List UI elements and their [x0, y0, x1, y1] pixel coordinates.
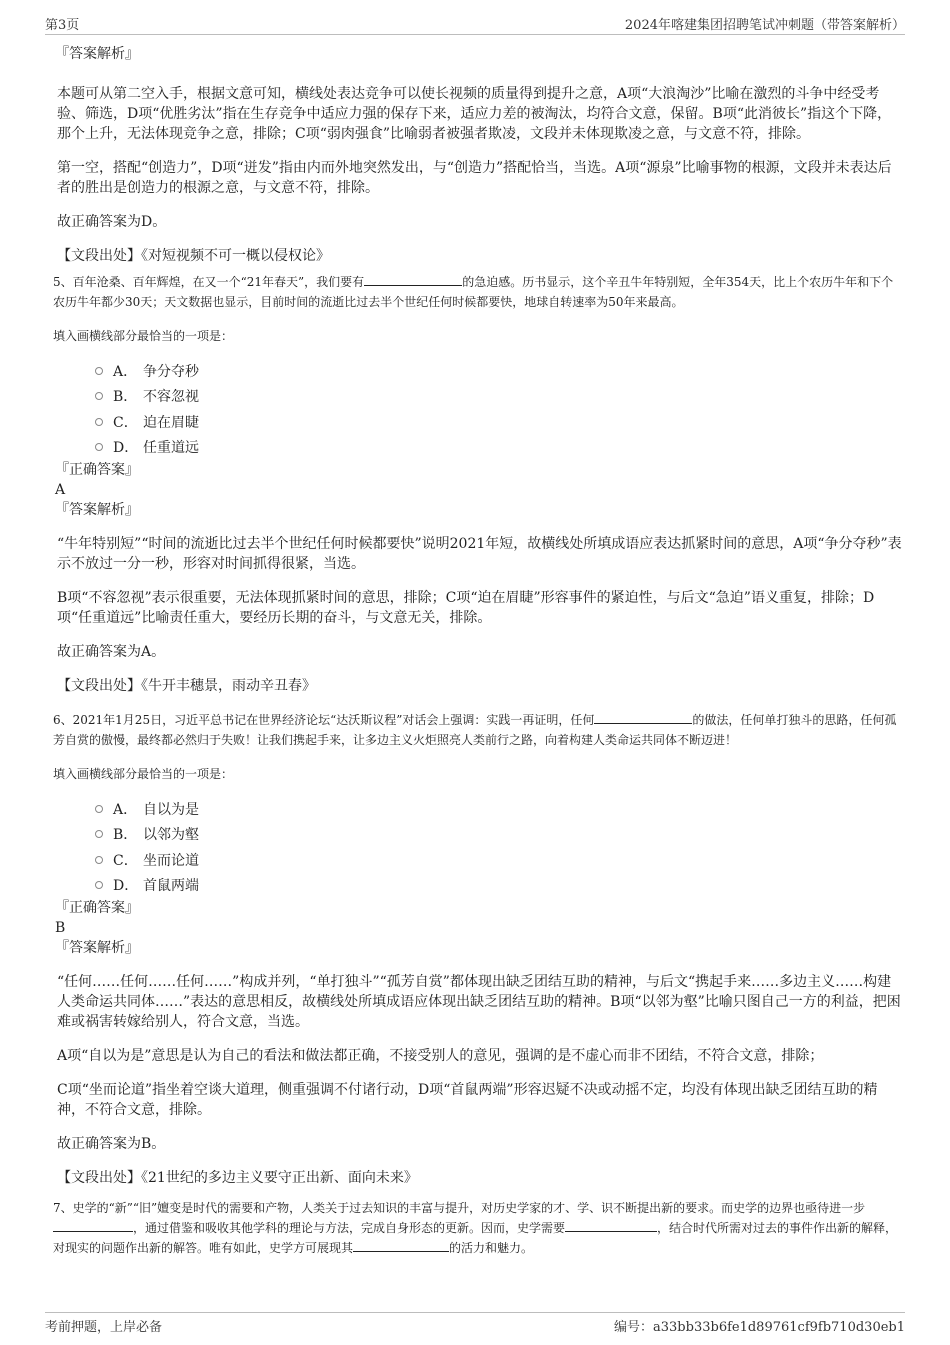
- fill-blank: [53, 1218, 133, 1232]
- analysis-label: 『答案解析』: [55, 502, 139, 518]
- radio-icon[interactable]: [95, 392, 103, 400]
- page-number: 第3页: [45, 18, 80, 33]
- analysis-paragraph: “任何……任何……任何……”构成并列，“单打独斗”“孤芳自赏”都体现出缺乏团结互助的精神，与后文“携起手来……多边主义……构建人类命运共同体……”表达的意思相反，故横线处所填成语应体现出缺乏团结互助的精神。B项“以邻为壑”比喻只图自己一方的利益，把困难或祸害转嫁给别人，符合文意，当选。: [57, 974, 901, 1030]
- answer-conclusion: 故正确答案为A。: [57, 644, 166, 660]
- analysis-label: 『答案解析』: [55, 46, 139, 62]
- option-d[interactable]: D． 首鼠两端: [95, 873, 905, 899]
- source-citation: 【文段出处】《对短视频不可一概以侵权论》: [57, 248, 330, 264]
- question-prompt: 填入画横线部分最恰当的一项是：: [53, 329, 234, 343]
- radio-icon[interactable]: [95, 367, 103, 375]
- option-a[interactable]: A． 争分夺秒: [95, 358, 905, 384]
- document-body: [45, 44, 905, 1258]
- analysis-paragraph: 第一空，搭配“创造力”，D项“迸发”指由内而外地突然发出，与“创造力”搭配恰当，当选。A项“源泉”比喻事物的根源，文段并未表达后者的胜出是创造力的根源之意，与文意不符，排除。: [57, 160, 892, 196]
- document-title: 2024年喀建集团招聘笔试冲刺题（带答案解析）: [624, 18, 905, 33]
- fill-blank: [364, 272, 462, 286]
- analysis-label: 『答案解析』: [55, 940, 139, 956]
- correct-answer: A: [55, 482, 66, 498]
- question-6-options: [95, 796, 905, 898]
- question-5-text: 5、百年沧桑、百年辉煌，在又一个“21年春天”，我们要有 的急迫感。历书显示，这个辛丑牛年特别短，全年354天，比上个农历牛年和下个农历牛年都少30天；天文数据也显示，目前时间的流逝比过去半个世纪任何时候都要快，地球自转速率为50年来最高。: [53, 272, 905, 312]
- fill-blank: [594, 710, 692, 724]
- question-prompt: 填入画横线部分最恰当的一项是：: [53, 767, 234, 781]
- analysis-paragraph: “牛年特别短”“时间的流逝比过去半个世纪任何时候都要快”说明2021年短，故横线处所填成语应表达抓紧时间的意思，A项“争分夺秒”表示不放过一分一秒，形容对时间抓得很紧，当选。: [57, 536, 902, 572]
- radio-icon[interactable]: [95, 830, 103, 838]
- analysis-paragraph: C项“坐而论道”指坐着空谈大道理，侧重强调不付诸行动，D项“首鼠两端”形容迟疑不决或动摇不定，均没有体现出缺乏团结互助的精神，不符合文意，排除。: [57, 1082, 878, 1118]
- option-b[interactable]: B． 以邻为壑: [95, 822, 905, 848]
- source-citation: 【文段出处】《牛开丰穗景，雨动辛丑春》: [57, 678, 316, 694]
- correct-answer-label: 『正确答案』: [55, 462, 139, 478]
- radio-icon[interactable]: [95, 805, 103, 813]
- radio-icon[interactable]: [95, 418, 103, 426]
- option-a[interactable]: A． 自以为是: [95, 796, 905, 822]
- page-header: [45, 10, 905, 35]
- option-c[interactable]: C． 迫在眉睫: [95, 409, 905, 435]
- question-7-text: 7、史学的“新”“旧”嬗变是时代的需要和产物，人类关于过去知识的丰富与提升，对历史学家的才、学、识不断提出新的要求。而史学的边界也亟待进一步，通过借鉴和吸收其他学科的理论与方法，完成自身形态的更新。因而，史学需要 ，结合时代所需对过去的事件作出新的解释，对现实的问题作出新的解答。唯有如此，史学方可展现其 的活力和魅力。: [53, 1201, 898, 1255]
- correct-answer: B: [55, 920, 66, 936]
- source-citation: 【文段出处】《21世纪的多边主义要守正出新、面向未来》: [57, 1170, 418, 1186]
- footer-slogan: 考前押题，上岸必备: [45, 1320, 163, 1335]
- radio-icon[interactable]: [95, 856, 103, 864]
- answer-conclusion: 故正确答案为B。: [57, 1136, 166, 1152]
- analysis-paragraph: B项“不容忽视”表示很重要，无法体现抓紧时间的意思，排除；C项“迫在眉睫”形容事件的紧迫性，与后文“急迫”语义重复，排除；D项“任重道远”比喻责任重大，要经历长期的奋斗，与文意无关，排除。: [57, 590, 875, 626]
- fill-blank: [565, 1218, 657, 1232]
- option-c[interactable]: C． 坐而论道: [95, 847, 905, 873]
- option-b[interactable]: B． 不容忽视: [95, 384, 905, 410]
- analysis-paragraph: 本题可从第二空入手，根据文意可知，横线处表达竞争可以使长视频的质量得到提升之意，A项“大浪淘沙”比喻在激烈的斗争中经受考验、筛选，D项“优胜劣汰”指在生存竞争中适应力强的保存下来，适应力差的被淘汰，均符合文意，保留。B项“此消彼长”指这个下降，那个上升，无法体现竞争之意，排除；C项“弱肉强食”比喻弱者被强者欺凌，文段并未体现欺凌之意，与文意不符，排除。: [57, 86, 892, 142]
- analysis-paragraph: A项“自以为是”意思是认为自己的看法和做法都正确，不接受别人的意见，强调的是不虚心而非不团结，不符合文意，排除；: [57, 1048, 824, 1064]
- question-5-options: [95, 358, 905, 460]
- correct-answer-label: 『正确答案』: [55, 900, 139, 916]
- fill-blank: [353, 1238, 449, 1252]
- document-id: 编号：a33bb33b6fe1d89761cf9fb710d30eb1: [614, 1320, 905, 1335]
- question-6-text: 6、2021年1月25日，习近平总书记在世界经济论坛“达沃斯议程”对话会上强调：实践一再证明，任何 的做法，任何单打独斗的思路，任何孤芳自赏的傲慢，最终都必然归于失败！让我们携起手来，让多边主义火炬照亮人类前行之路，向着构建人类命运共同体不断迈进！: [53, 710, 905, 750]
- page-footer: [45, 1312, 905, 1335]
- option-d[interactable]: D． 任重道远: [95, 435, 905, 461]
- radio-icon[interactable]: [95, 881, 103, 889]
- radio-icon[interactable]: [95, 443, 103, 451]
- answer-conclusion: 故正确答案为D。: [57, 214, 167, 230]
